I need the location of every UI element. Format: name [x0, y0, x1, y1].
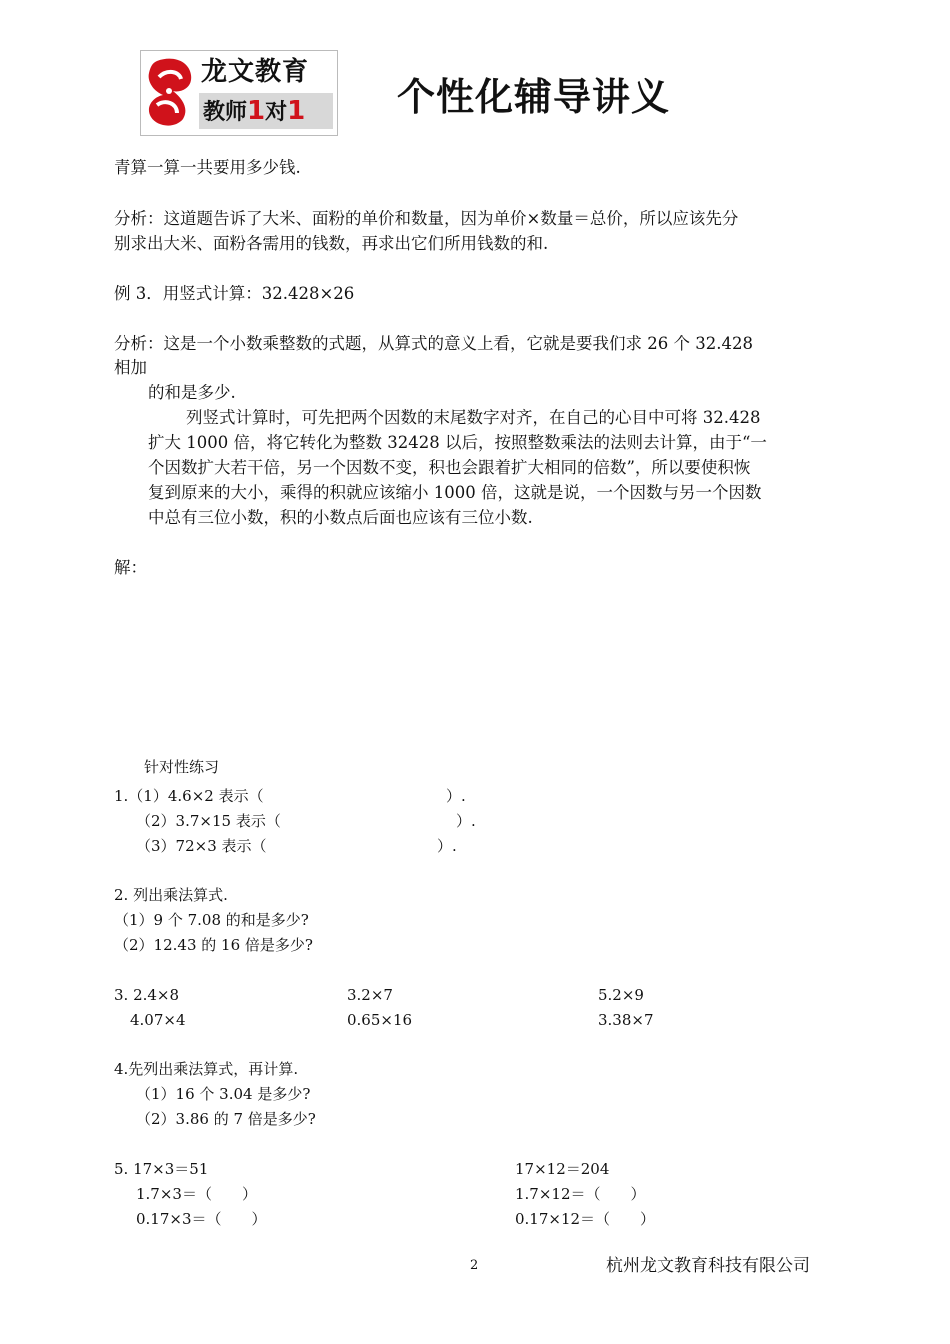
- question-3-a: 3. 2.4×8: [114, 986, 180, 1004]
- logo-mark-icon: [143, 55, 197, 129]
- question-2: 2. 列出乘法算式.: [114, 886, 228, 904]
- paragraph-line: 个因数扩大若干倍，另一个因数不变，积也会跟着扩大相同的倍数”，所以要使积恢: [148, 458, 751, 477]
- page-number: 2: [470, 1258, 479, 1273]
- question-5-e: 1.7×12＝（ ）: [515, 1185, 646, 1203]
- question-1-2-close: ）.: [456, 812, 476, 830]
- question-1-3: （3）72×3 表示（: [136, 837, 267, 855]
- question-5-c: 0.17×3＝（ ）: [136, 1210, 267, 1228]
- question-1-1: 1.（1）4.6×2 表示（: [114, 787, 264, 805]
- analysis-line: 别求出大米、面粉各需用的钱数，再求出它们所用钱数的和.: [114, 234, 549, 253]
- question-3-c: 5.2×9: [598, 986, 644, 1004]
- question-4-1: （1）16 个 3.04 是多少?: [136, 1085, 311, 1103]
- example-heading: 例 3．用竖式计算：32.428×26: [114, 284, 355, 303]
- logo-text-top: 龙文教育: [201, 57, 310, 87]
- question-4: 4.先列出乘法算式，再计算.: [114, 1060, 299, 1078]
- question-5-f: 0.17×12＝（ ）: [515, 1210, 656, 1228]
- question-1-3-close: ）.: [437, 837, 457, 855]
- question-3-e: 0.65×16: [347, 1011, 413, 1029]
- analysis-line: 的和是多少.: [148, 383, 236, 402]
- logo: [140, 50, 338, 136]
- analysis-line: 分析：这是一个小数乘整数的式题，从算式的意义上看，它就是要我们求 26 个 32.428: [114, 334, 753, 353]
- footer-company: 杭州龙文教育科技有限公司: [606, 1256, 810, 1276]
- paragraph-line: 列竖式计算时，可先把两个因数的末尾数字对齐，在自己的心目中可将 32.428: [186, 408, 761, 427]
- question-5-b: 1.7×3＝（ ）: [136, 1185, 257, 1203]
- solution-label: 解：: [114, 558, 147, 577]
- paragraph-line: 复到原来的大小，乘得的积就应该缩小 1000 倍，这就是说，一个因数与另一个因数: [148, 483, 762, 502]
- question-4-2: （2）3.86 的 7 倍是多少?: [136, 1110, 316, 1128]
- text-line: 青算一算一共要用多少钱.: [114, 158, 301, 177]
- analysis-line: 分析：这道题告诉了大米、面粉的单价和数量，因为单价×数量＝总价，所以应该先分: [114, 209, 739, 228]
- question-3-f: 3.38×7: [598, 1011, 654, 1029]
- question-5-a: 5. 17×3＝51: [114, 1160, 209, 1178]
- question-3-d: 4.07×4: [130, 1011, 186, 1029]
- question-5-d: 17×12＝204: [515, 1160, 610, 1178]
- question-1-1-close: ）.: [446, 787, 466, 805]
- question-2-2: （2）12.43 的 16 倍是多少?: [114, 936, 313, 954]
- paragraph-line: 中总有三位小数，积的小数点后面也应该有三位小数.: [148, 508, 533, 527]
- paragraph-line: 扩大 1000 倍，将它转化为整数 32428 以后，按照整数乘法的法则去计算，由于“一: [148, 433, 767, 452]
- question-1-2: （2）3.7×15 表示（: [136, 812, 281, 830]
- logo-text-bottom: 教师1对1: [199, 93, 333, 129]
- analysis-line: 相加: [114, 358, 147, 377]
- practice-heading: 针对性练习: [144, 758, 220, 776]
- question-2-1: （1）9 个 7.08 的和是多少?: [114, 911, 309, 929]
- question-3-b: 3.2×7: [347, 986, 393, 1004]
- page-title: 个性化辅导讲义: [397, 75, 671, 119]
